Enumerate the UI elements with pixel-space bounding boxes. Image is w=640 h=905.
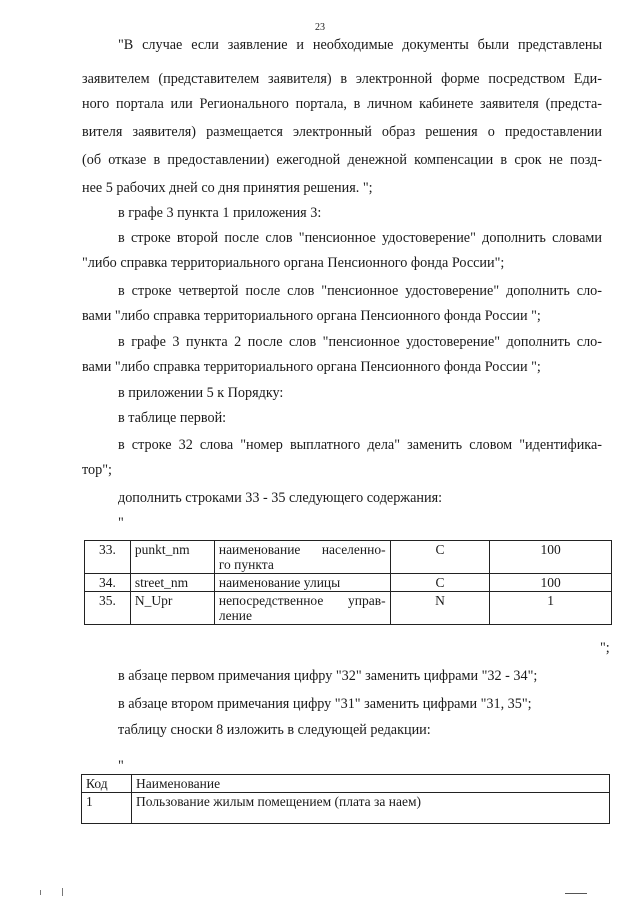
row-name: Пользование жилым помещением (плата за наем)	[132, 793, 610, 824]
text-line: ного портала или Регионального портала, в личном кабинете заявителя (предста-	[82, 96, 602, 112]
text-line: "В случае если заявление и необходимые документы были представлены	[118, 37, 602, 53]
field-type: C	[390, 541, 490, 574]
table-row	[85, 574, 612, 592]
scan-mark	[565, 893, 587, 894]
header-name: Наименование	[132, 775, 610, 793]
text-line: в строке 32 слова "номер выплатного дела" заменить словом "идентифика-	[118, 437, 602, 453]
text-line: в графе 3 пункта 1 приложения 3:	[118, 205, 322, 221]
text-line: в строке четвертой после слов "пенсионное удостоверение" дополнить сло-	[118, 283, 602, 299]
row-code: 1	[82, 793, 132, 824]
table-row	[85, 541, 612, 574]
text-line: заявителем (представителем заявителя) в электронной форме посредством Еди-	[82, 71, 602, 87]
text-line: нее 5 рабочих дней со дня принятия решения. ";	[82, 180, 373, 196]
field-type: N	[390, 592, 490, 625]
open-quote: "	[118, 758, 124, 774]
row-number: 35.	[85, 592, 131, 625]
scan-mark	[62, 888, 63, 896]
table-row	[85, 592, 612, 625]
text-line: (об отказе в предоставлении) ежегодной денежной компенсации в срок не позд-	[82, 152, 602, 168]
text-line: тор";	[82, 462, 112, 478]
page-number: 23	[315, 22, 325, 33]
field-length: 100	[490, 541, 612, 574]
text-line: в графе 3 пункта 2 после слов "пенсионное удостоверение" дополнить сло-	[118, 334, 602, 350]
text-line: дополнить строками 33 - 35 следующего содержания:	[118, 490, 443, 506]
text-line: вителя заявителя) размещается электронный образ решения о предоставлении	[82, 124, 602, 140]
header-code: Код	[82, 775, 132, 793]
text-line: таблицу сноски 8 изложить в следующей редакции:	[118, 722, 431, 738]
row-number: 34.	[85, 574, 131, 592]
table-row	[82, 793, 610, 824]
field-code: N_Upr	[130, 592, 214, 625]
text-line: вами "либо справка территориального органа Пенсионного фонда России ";	[82, 308, 541, 324]
close-quote: ";	[600, 640, 610, 656]
scan-mark	[40, 890, 41, 895]
field-description: непосредственное управ- ление	[214, 592, 390, 625]
field-length: 1	[490, 592, 612, 625]
text-line: вами "либо справка территориального органа Пенсионного фонда России ";	[82, 359, 541, 375]
additions-table	[84, 540, 612, 625]
field-length: 100	[490, 574, 612, 592]
row-number: 33.	[85, 541, 131, 574]
field-description: наименование населенно- го пункта	[214, 541, 390, 574]
text-line: в строке второй после слов "пенсионное удостоверение" дополнить словами	[118, 230, 602, 246]
open-quote: "	[118, 515, 124, 531]
footnote-table	[81, 774, 610, 824]
text-line: в абзаце первом примечания цифру "32" заменить цифрами "32 - 34";	[118, 668, 538, 684]
field-description: наименование улицы	[214, 574, 390, 592]
table-header-row	[82, 775, 610, 793]
text-line: "либо справка территориального органа Пенсионного фонда России";	[82, 255, 505, 271]
text-line: в таблице первой:	[118, 410, 227, 426]
field-code: punkt_nm	[130, 541, 214, 574]
text-line: в приложении 5 к Порядку:	[118, 385, 284, 401]
field-type: C	[390, 574, 490, 592]
field-code: street_nm	[130, 574, 214, 592]
text-line: в абзаце втором примечания цифру "31" заменить цифрами "31, 35";	[118, 696, 532, 712]
